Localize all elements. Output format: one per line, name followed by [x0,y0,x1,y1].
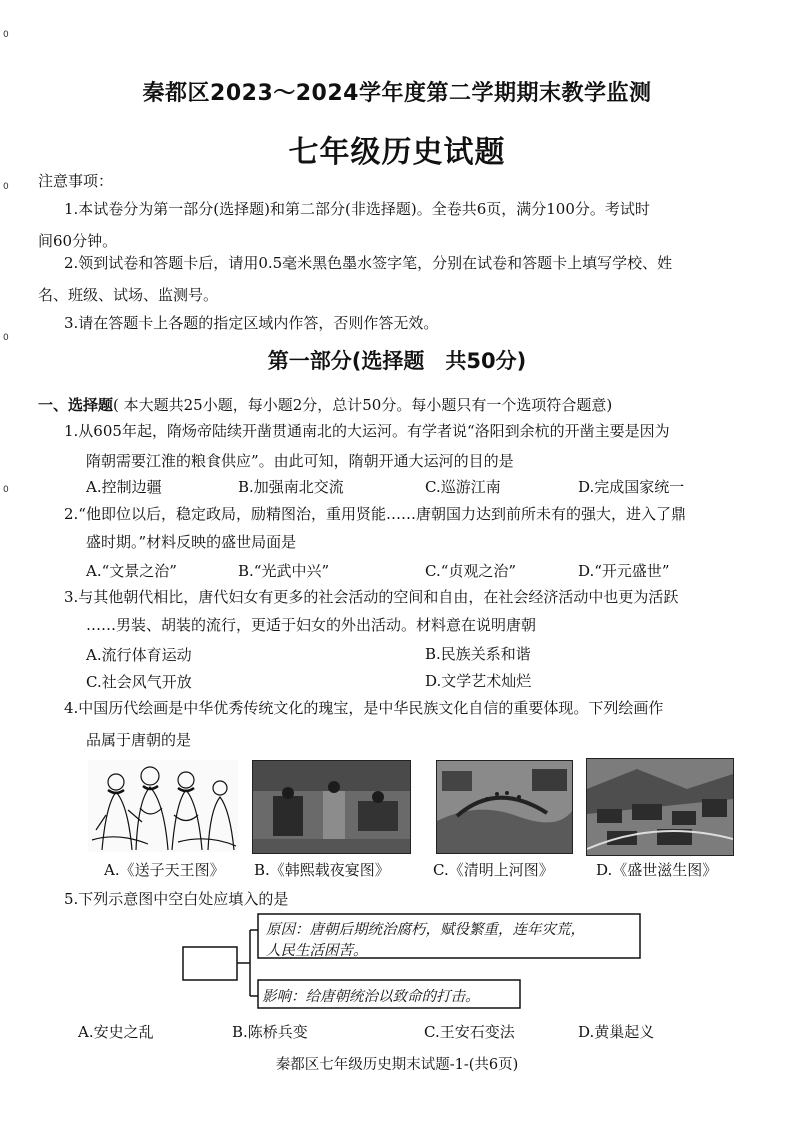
question-2-stem-cont: 盛时期。”材料反映的盛世局面是 [86,533,297,551]
page-footer: 秦都区七年级历史期末试题-1-(共6页) [275,1057,519,1073]
painting-c-caption: C.《清明上河图》 [433,861,554,879]
painting-c-image [436,760,573,854]
option-b: B.加强南北交流 [238,478,344,496]
painting-b-image [252,760,411,854]
page-title: 秦都区2023～2024学年度第二学期期末教学监测 [142,81,652,106]
notice-item-2: 2.领到试卷和答题卡后，请用0.5毫米黑色墨水签字笔，分别在试卷和答题卡上填写学校、姓 [64,254,673,272]
notice-item-2-cont: 名、班级、试场、监测号。 [38,286,219,304]
option-d: D.“开元盛世” [578,562,670,580]
painting-a-caption: A.《送子天王图》 [104,861,225,879]
part-title: 第一部分(选择题 共50分) [267,349,527,373]
notice-item-3: 3.请在答题卡上各题的指定区域内作答，否则作答无效。 [64,314,439,332]
diagram-cause-text: 原因：唐朝后期统治腐朽，赋役繁重，连年灾荒， [266,922,585,938]
margin-mark: 0 [3,333,9,343]
notice-item-1: 1.本试卷分为第一部分(选择题)和第二部分(非选择题)。全卷共6页，满分100分。考试时 [64,200,650,218]
diagram-effect-text: 影响：给唐朝统治以致命的打击。 [262,989,480,1005]
option-c: C.社会风气开放 [86,673,192,691]
margin-mark: 0 [3,182,9,192]
page-subtitle: 七年级历史试题 [288,135,506,170]
question-1-stem: 1.从605年起，隋炀帝陆续开凿贯通南北的大运河。有学者说“洛阳到余杭的开凿主要是因为 [64,422,670,440]
diagram-cause-text-cont: 人民生活困苦。 [266,943,368,959]
painting-d-image [586,758,734,856]
option-b: B.“光武中兴” [238,562,330,580]
option-d: D.文学艺术灿烂 [425,672,532,690]
cause-effect-diagram [182,912,642,1012]
margin-mark: 0 [3,30,9,40]
question-3-stem-cont: ……男装、胡装的流行，更适于妇女的外出活动。材料意在说明唐朝 [86,616,537,634]
option-a: A.流行体育运动 [86,646,192,664]
option-a: A.“文景之治” [86,562,177,580]
section-description: ( 本大题共25小题，每小题2分，总计50分。每小题只有一个选项符合题意) [113,396,613,414]
option-a: A.控制边疆 [86,478,162,496]
question-4-stem: 4.中国历代绘画是中华优秀传统文化的瑰宝，是中华民族文化自信的重要体现。下列绘画作 [64,699,664,717]
option-b: B.民族关系和谐 [425,645,531,663]
notice-heading: 注意事项： [38,172,114,190]
option-c: C.巡游江南 [425,478,501,496]
option-c: C.“贞观之治” [425,562,517,580]
question-1-stem-cont: 隋朝需要江淮的粮食供应”。由此可知，隋朝开通大运河的目的是 [86,452,514,470]
option-b: B.陈桥兵变 [232,1023,308,1041]
section-label: 一、选择题 [38,396,114,414]
section-heading [38,394,612,415]
question-4-stem-cont: 品属于唐朝的是 [86,731,192,749]
question-2-stem: 2.“他即位以后，稳定政局，励精图治，重用贤能……唐朝国力达到前所未有的强大，进入了鼎 [64,505,686,523]
margin-mark: 0 [3,485,9,495]
option-a: A.安史之乱 [78,1023,154,1041]
notice-item-1-cont: 间60分钟。 [38,232,118,250]
option-c: C.王安石变法 [424,1023,515,1041]
question-3-stem: 3.与其他朝代相比，唐代妇女有更多的社会活动的空间和自由，在社会经济活动中也更为活跃 [64,588,679,606]
painting-b-caption: B.《韩熙载夜宴图》 [254,861,390,879]
option-d: D.黄巢起义 [578,1023,655,1041]
painting-d-caption: D.《盛世滋生图》 [596,861,718,879]
question-5-stem: 5.下列示意图中空白处应填入的是 [64,890,289,908]
option-d: D.完成国家统一 [578,478,685,496]
painting-a-image [88,760,238,852]
